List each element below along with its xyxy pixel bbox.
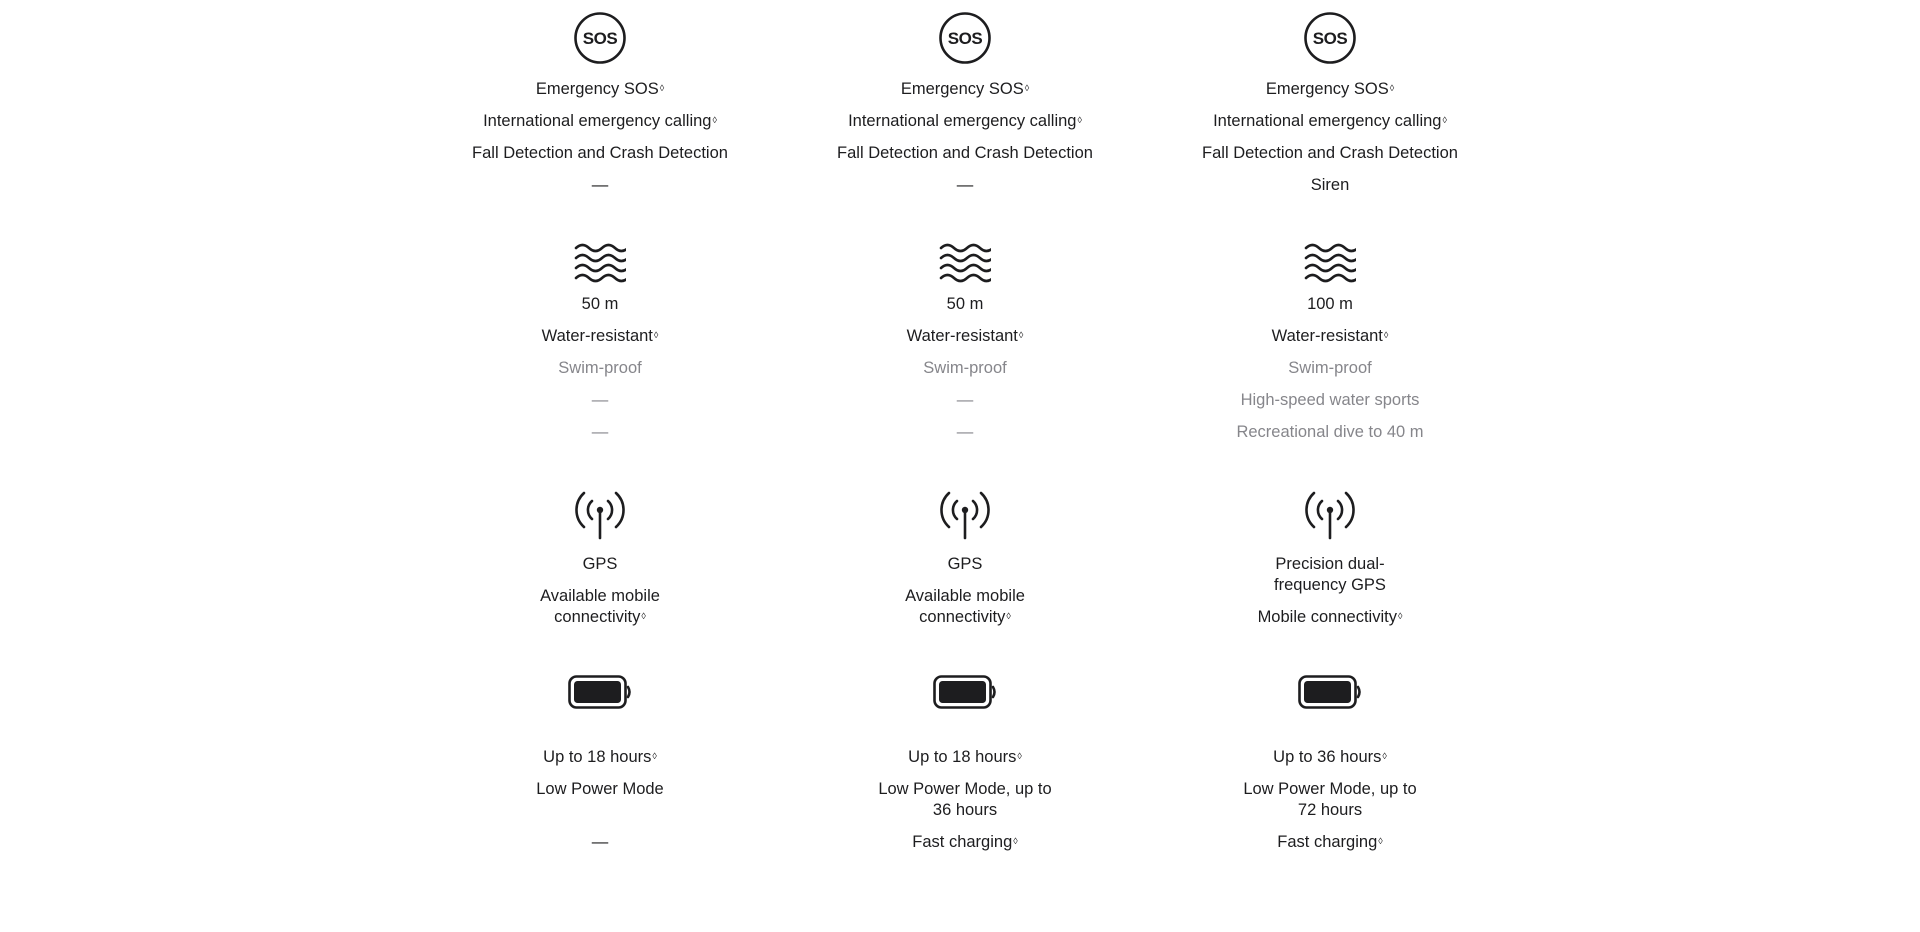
battery-life: Up to 36 hours◊	[1273, 748, 1387, 766]
charging-feature: Fast charging◊	[1277, 833, 1383, 851]
antenna-signal-icon	[815, 490, 1115, 540]
water-item: —	[956, 391, 974, 409]
comparison-column-3	[1180, 0, 1480, 932]
water-depth: 50 m	[581, 295, 619, 313]
sos-icon	[450, 11, 750, 65]
water-item: Swim-proof	[923, 359, 1007, 377]
gps-label: Precision dual-frequency GPS	[1274, 555, 1386, 594]
battery-life: Up to 18 hours◊	[908, 748, 1022, 766]
charging-feature: —	[591, 833, 609, 851]
water-waves-icon	[815, 243, 1115, 283]
water-waves-icon	[450, 243, 750, 283]
water-depth: 50 m	[946, 295, 984, 313]
safety-item: International emergency calling◊	[848, 112, 1082, 130]
svg-text:SOS: SOS	[582, 29, 618, 48]
safety-item: Fall Detection and Crash Detection	[472, 144, 728, 162]
svg-text:SOS: SOS	[947, 29, 983, 48]
safety-item: Fall Detection and Crash Detection	[837, 144, 1093, 162]
safety-item: International emergency calling◊	[483, 112, 717, 130]
safety-item: International emergency calling◊	[1213, 112, 1447, 130]
water-item: Swim-proof	[1288, 359, 1372, 377]
battery-icon	[450, 675, 750, 709]
battery-icon	[815, 675, 1115, 709]
water-item: Water-resistant◊	[906, 327, 1024, 345]
water-item: High-speed water sports	[1240, 391, 1420, 409]
water-item: Recreational dive to 40 m	[1236, 423, 1424, 441]
safety-item: Emergency SOS◊	[535, 80, 665, 98]
antenna-signal-icon	[450, 490, 750, 540]
safety-item: Emergency SOS◊	[1265, 80, 1395, 98]
gps-label: GPS	[947, 555, 983, 573]
water-item: Swim-proof	[558, 359, 642, 377]
water-waves-icon	[1180, 243, 1480, 283]
safety-item: Fall Detection and Crash Detection	[1202, 144, 1458, 162]
low-power-mode: Low Power Mode, up to 36 hours	[878, 780, 1052, 819]
charging-feature: Fast charging◊	[912, 833, 1018, 851]
safety-item: —	[956, 176, 974, 194]
low-power-mode: Low Power Mode, up to 72 hours	[1243, 780, 1417, 819]
water-item: —	[591, 391, 609, 409]
svg-text:SOS: SOS	[1312, 29, 1348, 48]
water-item: Water-resistant◊	[1271, 327, 1389, 345]
mobile-connectivity: Mobile connectivity◊	[1257, 608, 1403, 626]
water-item: —	[591, 423, 609, 441]
water-item: Water-resistant◊	[541, 327, 659, 345]
sos-icon	[815, 11, 1115, 65]
low-power-mode: Low Power Mode	[536, 780, 664, 798]
safety-item: Emergency SOS◊	[900, 80, 1030, 98]
water-depth: 100 m	[1307, 295, 1353, 313]
battery-icon	[1180, 675, 1480, 709]
battery-life: Up to 18 hours◊	[543, 748, 657, 766]
comparison-column-2	[815, 0, 1115, 932]
gps-label: GPS	[582, 555, 618, 573]
mobile-connectivity: Available mobile connectivity◊	[905, 587, 1025, 626]
water-item: —	[956, 423, 974, 441]
sos-icon	[1180, 11, 1480, 65]
safety-item: —	[591, 176, 609, 194]
mobile-connectivity: Available mobile connectivity◊	[540, 587, 660, 626]
safety-item: Siren	[1310, 176, 1350, 194]
antenna-signal-icon	[1180, 490, 1480, 540]
comparison-column-1	[450, 0, 750, 932]
